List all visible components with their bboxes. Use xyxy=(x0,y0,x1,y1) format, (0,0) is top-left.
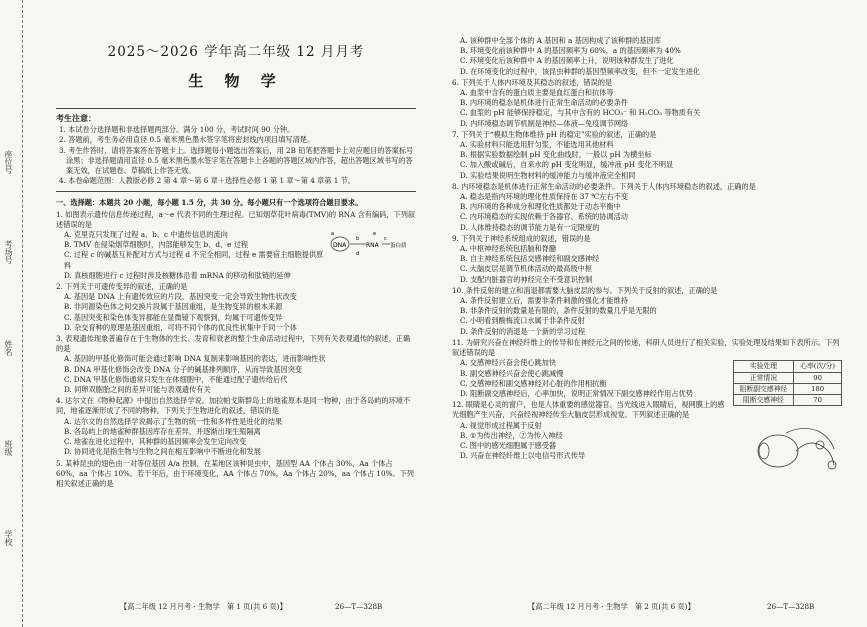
diagram-label-b: b xyxy=(356,236,360,243)
option: C. 加入酸或碱后，自来水的 pH 变化明显，缓冲液 pH 变化不明显 xyxy=(460,160,674,170)
option: A. 条件反射建立后，需要非条件刺激的强化才能维持 xyxy=(460,296,628,306)
binding-label: 座位号 xyxy=(4,150,13,174)
option: D. 人体维持稳态的调节能力是有一定限度的 xyxy=(460,222,600,232)
question-8: 8. 内环境稳态是机体进行正常生命活动的必要条件。下列关于人体内环境稳态的叙述，正确的是 xyxy=(452,181,756,191)
table-cell: 90 xyxy=(794,372,842,383)
binding-margin xyxy=(0,0,23,627)
option: A. 基因是 DNA 上有遗传效应的片段，基因突变一定会导致生物性状改变 xyxy=(64,292,297,302)
table-header-row xyxy=(733,361,841,372)
heart-rate-table xyxy=(733,360,842,406)
binding-label: 班级 xyxy=(4,440,13,456)
footer-page-1: 【高二年级 12 月月考 · 生物学 第 1 页(共 6 页)】 xyxy=(120,602,287,611)
diagram-label-c: c xyxy=(384,236,387,243)
notice-item: 1. 本试卷分选择题和非选择题两部分。满分 100 分，考试时间 90 分钟。 xyxy=(59,125,295,135)
option: B. 内环境的稳态是机体进行正常生命活动的必要条件 xyxy=(460,98,628,108)
question-12: 12. 眼睛是心灵的窗户，也是人体重要的感觉器官。当光线进入眼睛后，视网膜上的感光细胞产生兴奋，兴奋经视神经传至大脑皮层形成视觉。下列叙述正确的是 xyxy=(452,400,725,420)
option: D. 条件反射的消退是一个新的学习过程 xyxy=(460,326,586,336)
question-10: 10. 条件反射的建立和消退都需要大脑皮层的参与。下列关于反射的叙述，正确的是 xyxy=(452,285,718,295)
eye-illustration-svg xyxy=(746,421,842,479)
option: C. 交感神经和副交感神经对心脏的作用相抗衡 xyxy=(460,378,607,388)
option: D. 协同进化是指生物与生物之间在相互影响中不断进化和发展 xyxy=(64,447,261,457)
option: D. 阻断副交感神经后，心率加快，说明正常情况下副交感神经作用占优势 xyxy=(460,388,693,398)
option: D. 兴奋在神经纤维上以电信号形式传导 xyxy=(460,451,586,461)
option: B. 非同源染色体之间交换片段属于基因重组，是生物变异的根本来源 xyxy=(64,302,283,312)
question-11: 11. 为研究兴奋在神经纤维上的传导和在神经元之间的传递，科研人员进行了相关实验，实验处理及结果如下表所示。下列叙述错误的是 xyxy=(452,337,840,358)
option: B. 各岛屿上的地雀种群基因库存在差异，并逐渐出现生殖隔离 xyxy=(64,426,261,436)
diagram-svg xyxy=(328,230,410,258)
table-row xyxy=(733,394,841,405)
footer-code-2: 26—T—328B xyxy=(767,602,815,611)
option: B. ①为传出神经，②为传入神经 xyxy=(460,430,563,440)
footer-page-2: 【高二年级 12 月月考 · 生物学 第 2 页(共 6 页)】 xyxy=(528,602,695,611)
page-1 xyxy=(56,36,416,596)
option: B. 自主神经系统包括交感神经和副交感神经 xyxy=(460,254,600,264)
option: C. 小明看到酸梅流口水属于非条件反射 xyxy=(460,316,585,326)
diagram-label-a: a xyxy=(331,231,335,238)
exam-title: 2025～2026 学年高二年级 12 月月考 xyxy=(107,44,365,60)
diagram-label-dna: DNA xyxy=(333,242,347,250)
option: A. 稳态是指内环境的理化性质保持在 37 ℃左右不变 xyxy=(460,192,629,202)
central-dogma-diagram xyxy=(328,230,410,258)
table-header: 心率(次/分) xyxy=(794,361,842,372)
question-4: 4. 达尔文在《物种起源》中提出自然选择学说，加拉帕戈斯群岛上的地雀原本是同一物种，由于各岛屿的环境不同，地雀逐渐形成了不同的物种。下列关于生物进化的叙述，错误的是 xyxy=(56,396,411,416)
option: C. 内环境稳态的实现依赖于各器官、系统的协调活动 xyxy=(460,212,628,222)
option: C. 过程 c 的碱基互补配对方式与过程 d 不完全相同，过程 e 需要宿主细胞提供原料 xyxy=(64,250,324,270)
option: B. 非条件反射的数量是有限的，条件反射的数量几乎是无限的 xyxy=(460,306,657,316)
question-6: 6. 下列关于人体内环境及其稳态的叙述，错误的是 xyxy=(452,77,613,87)
question-3: 3. 表观遗传现象普遍存在于生物体的生长、发育和衰老的整个生命活动过程中，下列有关表观遗传的叙述，正确的是 xyxy=(56,334,411,354)
option: A. 基因的甲基化修饰可能会通过影响 DNA 复制来影响基因的表达，进而影响性状 xyxy=(64,354,326,364)
subject-title: 生 物 学 xyxy=(188,72,284,90)
table-cell: 180 xyxy=(794,383,842,394)
option: B. 根据实验数据绘制 pH 变化曲线时，一般以 pH 为横坐标 xyxy=(460,150,652,160)
footer-code-1: 26—T—328B xyxy=(335,602,383,611)
option: C. DNA 甲基化修饰通常只发生在体细胞中，不能通过配子遗传给后代 xyxy=(64,374,288,384)
option: C. 环境变化后该种群中 A 的基因频率上升，说明该种群发生了进化 xyxy=(460,56,674,66)
option: A. 该种群中全部个体的 A 基因和 a 基因构成了该种群的基因库 xyxy=(460,36,661,45)
option: A. 交感神经兴奋会使心跳加快 xyxy=(460,358,557,368)
option: D. 杂交育种的原理是基因重组，可将不同个体的优良性状集中于同一个体 xyxy=(64,322,297,332)
diagram-label-protein: 蛋白质 xyxy=(390,243,407,250)
question-2: 2. 下列关于可遗传变异的叙述，正确的是 xyxy=(56,282,188,292)
option: A. 达尔文的自然选择学说揭示了生物的统一性和多样性是进化的结果 xyxy=(64,416,283,426)
binding-label: 学校 xyxy=(4,530,13,546)
question-5: 5. 某种昆虫的翅色由一对等位基因 A/a 控制，在某地区该种昆虫中，基因型 AA 个体占 30%，Aa 个体占 60%，aa 个体占 10%。若干年后，由于环境变化，AA 个体占 70%，Aa 个体占 20%，aa 个体占 10%。下列相关叙述正确的是 xyxy=(56,458,414,488)
notice-heading: 考生注意： xyxy=(56,113,96,123)
notice-item: 4. 本卷命题范围：人教版必修 2 第 4 章～第 6 章＋选择性必修 1 第 1 章～第 4 章第 1 节。 xyxy=(59,176,355,186)
section-heading: 一、选择题：本题共 20 小题，每小题 1.5 分，共 30 分。每小题只有一个选项符合题目要求。 xyxy=(56,198,363,208)
binding-label: 姓名 xyxy=(4,340,13,356)
option: C. 血浆的 pH 能够保持稳定，与其中含有的 HCO₃⁻ 和 H₂CO₃ 等物质有关 xyxy=(460,108,701,118)
question-1 xyxy=(56,210,416,230)
option: D. 内环境稳态调节机制是神经—体液—免疫调节网络 xyxy=(460,118,629,128)
notice-item: 2. 答题前，考生务必用直径 0.5 毫米黑色墨水签字笔将密封线内项目填写清楚。 xyxy=(59,135,315,145)
option: C. 基因突变和染色体变异都能在显微镜下观察到，均属于可遗传变异 xyxy=(64,312,283,322)
question-9: 9. 下列关于神经系统组成的叙述，错误的是 xyxy=(452,233,591,243)
option: A. 实验材料只能选用肝匀浆，不能选用其他材料 xyxy=(460,140,614,150)
option: D. 支配内脏器官的神经完全不受意识控制 xyxy=(460,274,593,284)
binding-label: 考场号 xyxy=(4,240,13,264)
table-cell: 70 xyxy=(794,394,842,405)
table-cell: 阻断副交感神经 xyxy=(733,383,794,394)
table-cell: 阻断交感神经 xyxy=(733,394,794,405)
table-row xyxy=(733,372,841,383)
option: D. 实验结果说明生物材料的缓冲能力与缓冲液完全相同 xyxy=(460,170,636,180)
option: D. 在环境变化的过程中，该昆虫种群的基因型频率改变，但不一定发生进化 xyxy=(460,66,701,76)
option: B. 副交感神经兴奋会使心跳减慢 xyxy=(460,368,564,378)
option: B. TMV 在侵染烟草细胞时，内部能够发生 b、d、e 过程 xyxy=(64,240,249,250)
option: C. 地雀在进化过程中，其种群的基因频率会发生定向改变 xyxy=(64,437,247,447)
table-header: 实验处理 xyxy=(733,361,794,372)
option: C. 大脑皮层是调节机体活动的最高级中枢 xyxy=(460,264,593,274)
table-row xyxy=(733,383,841,394)
table-cell: 正常情况 xyxy=(733,372,794,383)
option: A. 中枢神经系统包括脑和脊髓 xyxy=(460,244,557,254)
option: B. 内环境的各种成分和理化性质都处于动态平衡中 xyxy=(460,202,621,212)
diagram-label-rna: RNA xyxy=(366,242,379,250)
eye-neural-pathway-illustration xyxy=(746,421,842,479)
option: D. 同卵双胞胎之间的差异可能与表观遗传有关 xyxy=(64,385,211,395)
option: A. 视觉形成过程属于反射 xyxy=(460,420,542,430)
page-2 xyxy=(452,36,842,596)
question-stem: 1. 如图表示遗传信息传递过程，a～e 代表不同的生理过程。已知烟草花叶病毒(TMV)的 RNA 含有编码，下列叙述错误的是 xyxy=(56,209,416,229)
diagram-label-d: d xyxy=(356,251,360,258)
diagram-label-e: e xyxy=(373,231,377,238)
option: A. 克里克只发现了过程 a、b、c 中遗传信息的流向 xyxy=(64,230,228,240)
option: B. DNA 甲基化修饰会改变 DNA 分子的碱基排列顺序，从而导致基因突变 xyxy=(64,364,303,374)
notice-item: 3. 考生作答时，请将答案答在答题卡上。选择题每小题选出答案后，用 2B 铅笔把答题卡上对应题目的答案标号涂黑；非选择题请用直径 0.5 毫米黑色墨水签字笔在答题卡上各题的答题区域内作答，超出答题区域书写的答案无效，在试题卷、草稿纸上作答无效。 xyxy=(59,145,414,176)
option: C. 图中的感光细胞属于感受器 xyxy=(460,440,557,450)
option: D. 真核细胞进行 c 过程时涉及核糖体沿着 mRNA 的移动和肽链的延伸 xyxy=(64,270,291,280)
option: B. 环境变化前该种群中 A 的基因频率为 60%，a 的基因频率为 40% xyxy=(460,46,681,56)
question-7: 7. 下列关于“模拟生物体维持 pH 的稳定”实验的叙述，正确的是 xyxy=(452,129,657,139)
option: A. 血浆中含有的蛋白质主要是血红蛋白和抗体等 xyxy=(460,88,614,98)
notice-box xyxy=(56,108,416,192)
